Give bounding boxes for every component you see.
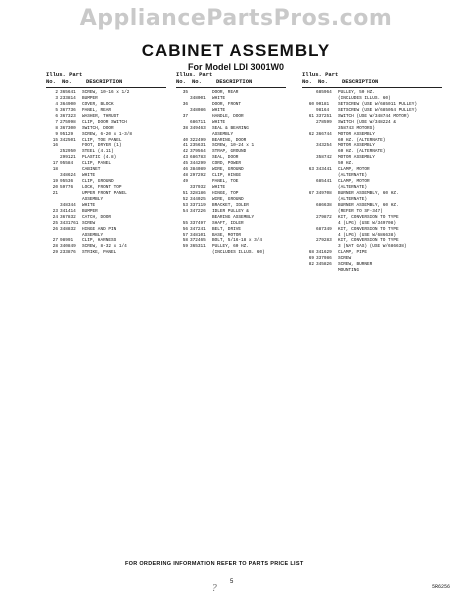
part-description: SHAFT, IDLER — [212, 220, 244, 226]
part-description: MOTOR ASSEMBLY — [338, 131, 375, 137]
part-description: BRACKET, IDLER — [212, 202, 249, 208]
part-number: 342501 — [60, 137, 76, 143]
header-part-no: No. — [62, 78, 72, 85]
part-description: MOTOR ASSEMBLY — [338, 143, 375, 149]
illus-number: 36 — [182, 101, 188, 107]
illus-number: 21 — [52, 190, 58, 196]
part-number: 278599 — [316, 119, 332, 125]
illus-number: 54 — [182, 208, 188, 214]
parts-column-1 — [46, 72, 166, 256]
illus-number: 55 — [182, 220, 188, 226]
part-description: SCREW, 10-24 x 1 — [212, 143, 255, 149]
illus-number: 42 — [182, 149, 188, 155]
illus-number: 17 — [52, 161, 58, 167]
header-no: No. — [176, 78, 186, 85]
parts-row — [176, 250, 286, 256]
part-description: 358743 MOTORS) — [338, 125, 375, 131]
header-part-no: No. — [192, 78, 202, 85]
parts-row — [302, 268, 442, 274]
part-number: 233876 — [60, 250, 76, 256]
part-description: KIT, CONVERSION TO TYPE — [338, 226, 399, 232]
part-number: 686711 — [190, 119, 206, 125]
header-description: DESCRIPTION — [86, 78, 123, 85]
illus-number: 45 — [182, 161, 188, 167]
illus-number: 4 — [55, 101, 58, 107]
part-number: 348624 — [60, 173, 76, 179]
illus-number: 60 — [308, 101, 314, 107]
column-header — [302, 72, 442, 88]
part-description: (INCLUDES ILLUS. 60) — [338, 95, 391, 101]
illus-number: 43 — [182, 155, 188, 161]
part-description: COVER, BLOCK — [82, 101, 114, 107]
part-description: (ALTERNATE) — [338, 185, 367, 190]
part-number: 384089 — [190, 167, 206, 173]
part-description: CLIP, GROUND — [82, 179, 114, 185]
part-description: ASSEMBLY — [82, 232, 104, 238]
part-description: SEAL, DOOR — [212, 155, 239, 161]
header-no: No. — [302, 78, 312, 85]
header-description: DESCRIPTION — [342, 78, 379, 85]
part-description: SEAL & BEARING — [212, 125, 249, 131]
illus-number: 49 — [182, 179, 188, 185]
part-number: 95129 — [60, 131, 74, 137]
page-subtitle: For Model LDI 3001W0 — [187, 62, 285, 72]
illus-number: 46 — [182, 167, 188, 173]
part-number: 235631 — [190, 143, 206, 149]
watermark: AppliancePartsPros.com — [79, 6, 393, 31]
part-description: BOLT, 5/16-18 x 3/4 — [212, 238, 263, 244]
part-number: 279283 — [316, 238, 332, 244]
part-description: SETSCREW (USE W/685054 PULLEY) — [338, 107, 418, 113]
part-description: CATCH, DOOR — [82, 214, 111, 220]
part-description: CLAMP, MOTOR — [338, 167, 370, 173]
illus-number: 56 — [182, 226, 188, 232]
part-number: 337986 — [316, 256, 332, 262]
handwritten-note: ? — [212, 584, 217, 594]
part-number: 337497 — [190, 220, 206, 226]
part-number: 344025 — [190, 196, 206, 202]
parts-row — [46, 250, 166, 256]
part-number: 349463 — [190, 125, 206, 131]
illus-number: 24 — [52, 214, 58, 220]
header-description: DESCRIPTION — [216, 78, 253, 85]
part-description: PLASTIC (4.8) — [82, 155, 117, 161]
part-description: SCREW, 6-20 x 1-3/8 — [82, 131, 133, 137]
parts-column-2 — [176, 72, 286, 256]
part-description: SETSCREW (USE W/685011 PULLEY) — [338, 101, 418, 107]
part-number: 348344 — [60, 202, 76, 208]
part-description: SCREW — [82, 220, 96, 226]
illus-number: 18 — [52, 167, 58, 173]
part-description: KIT, CONVERSION TO TYPE — [338, 238, 399, 244]
part-description: WHITE — [82, 173, 96, 179]
part-description: HINGE AND PIN — [82, 226, 117, 232]
part-description: HANDLE, DOOR — [212, 113, 244, 119]
illus-number: 16 — [52, 143, 58, 149]
part-description: UPPER FRONT PANEL — [82, 190, 127, 196]
part-description: SCREW — [338, 256, 352, 262]
part-number: 345826 — [316, 262, 332, 268]
part-description: STEEL (4.11) — [82, 149, 114, 155]
illus-number: 27 — [52, 238, 58, 244]
part-description: HINGE, TOP — [212, 190, 239, 196]
illus-number: 15 — [52, 137, 58, 143]
part-number: 95536 — [60, 179, 74, 185]
illus-number: 53 — [182, 202, 188, 208]
part-description: LOCK, FRONT TOP — [82, 185, 122, 190]
ordering-footer: FOR ORDERING INFORMATION REFER TO PARTS PRICE LIST — [125, 561, 304, 567]
part-number: 367300 — [60, 125, 76, 131]
illus-number: 82 — [308, 262, 314, 268]
illus-number: 2 — [55, 90, 58, 95]
illus-number: 37 — [182, 113, 188, 119]
part-description: (ALTERNATE) — [338, 173, 367, 179]
part-description: BELT, DRIVE — [212, 226, 241, 232]
part-number: 344299 — [190, 161, 206, 167]
part-number: 348832 — [60, 226, 76, 232]
part-description: 50 HZ. — [338, 161, 354, 167]
part-description: 4 (LPG) (USE W/349708) — [338, 220, 396, 226]
illus-number: 29 — [52, 250, 58, 256]
part-number: 252950 — [60, 149, 76, 155]
part-number: 337932 — [190, 185, 206, 190]
header-illus-part: Illus. Part — [302, 71, 339, 78]
part-description: WHITE — [82, 202, 96, 208]
part-description: STRAP, GROUND — [212, 149, 247, 155]
part-description: PULLEY, 60 HZ. — [212, 244, 249, 250]
part-number: 347226 — [190, 208, 206, 214]
part-number: 297292 — [190, 173, 206, 179]
illus-number: 51 — [182, 190, 188, 196]
illus-number: 41 — [182, 143, 188, 149]
illus-number: 68 — [308, 250, 314, 256]
part-number: 358742 — [316, 155, 332, 161]
part-description: CLIP, HINGE — [212, 173, 241, 179]
part-number: 343441 — [316, 167, 332, 173]
part-number: 233814 — [60, 95, 76, 101]
illus-number: 40 — [182, 137, 188, 143]
part-number: 343254 — [316, 143, 332, 149]
illus-number: 23 — [52, 208, 58, 214]
part-description: WHITE — [212, 95, 226, 101]
part-number: 349708 — [316, 190, 332, 196]
column-header — [46, 72, 166, 88]
part-number: 341414 — [60, 208, 76, 214]
illus-number: 67 — [308, 190, 314, 196]
page-title: CABINET ASSEMBLY — [141, 41, 331, 60]
part-description: WIRE, GROUND — [212, 196, 244, 202]
illus-number: 63 — [308, 167, 314, 173]
part-description: BURNER ASSEMBLY, 60 HZ. — [338, 202, 399, 208]
part-description: 60 HZ. (ALTERNATE) — [338, 149, 386, 155]
header-illus-part: Illus. Part — [46, 71, 83, 78]
part-description: PANEL, REAR — [82, 107, 111, 113]
part-number: 686638 — [316, 202, 332, 208]
part-description: CLIP, HARNESS — [82, 238, 117, 244]
part-description: ASSEMBLY — [212, 131, 234, 137]
part-description: PULLEY, 50 HZ. — [338, 90, 375, 95]
part-number: 95584 — [60, 161, 74, 167]
part-description: BEARING ASSEMBLY — [212, 214, 255, 220]
part-number: 347241 — [190, 226, 206, 232]
header-part-no: No. — [318, 78, 328, 85]
part-number: 59776 — [60, 185, 74, 190]
document-number: 5R6256 — [432, 584, 451, 590]
part-description: 4 (LPG) (USE W/686638) — [338, 232, 396, 238]
illus-number: 69 — [308, 256, 314, 262]
part-description: SWITCH (USE W/348744 MOTOR) — [338, 113, 410, 119]
part-description: ASSEMBLY — [82, 196, 104, 202]
part-description: BURNER ASSEMBLY, 60 HZ. — [338, 190, 399, 196]
part-number: 98164 — [316, 107, 330, 113]
part-number: 685441 — [316, 179, 332, 185]
illus-number: 52 — [182, 196, 188, 202]
part-number: 685964 — [316, 90, 332, 95]
illus-number: 62 — [308, 131, 314, 137]
part-number: 90181 — [316, 101, 330, 107]
part-number: 322499 — [190, 137, 206, 143]
illus-number: 7 — [55, 119, 58, 125]
illus-number: 48 — [182, 173, 188, 179]
illus-number: 35 — [182, 90, 188, 95]
part-number: 365641 — [60, 90, 76, 95]
illus-number: 61 — [308, 113, 314, 119]
illus-number: 58 — [182, 238, 188, 244]
part-number: 340849 — [60, 244, 76, 250]
illus-number: 57 — [182, 232, 188, 238]
part-description: CLIP, TOE PANEL — [82, 137, 122, 143]
part-description: 3 (NAT GAS) (USE W/686638) — [338, 244, 407, 250]
part-number: 3431761 — [60, 220, 79, 226]
part-description: PANEL, TOE — [212, 179, 239, 185]
part-number: 348086 — [190, 107, 206, 113]
part-description: CLIP, DOOR SWITCH — [82, 119, 127, 125]
part-number: 379564 — [190, 149, 206, 155]
part-description: FOOT, DRYER (1) — [82, 143, 122, 149]
illus-number: 28 — [52, 244, 58, 250]
part-number: 337251 — [316, 113, 332, 119]
header-illus-part: Illus. Part — [176, 71, 213, 78]
part-description: WHITE — [212, 107, 226, 113]
part-description: CLAMP, MOTOR — [338, 179, 370, 185]
part-description: CORD, POWER — [212, 161, 241, 167]
part-number: 341629 — [316, 250, 332, 256]
part-description: IDLER PULLEY & — [212, 208, 249, 214]
parts-column-3 — [302, 72, 442, 274]
part-description: BEARING, DOOR — [212, 137, 247, 143]
part-number: 367832 — [60, 214, 76, 220]
part-number: 337119 — [190, 202, 206, 208]
part-description: (INCLUDES ILLUS. 60) — [212, 250, 265, 256]
illus-number: 6 — [55, 113, 58, 119]
part-description: SCREW, BURNER — [338, 262, 373, 268]
part-number: 687349 — [316, 226, 332, 232]
part-description: SWITCH, DOOR — [82, 125, 114, 131]
part-description: MOUNTING — [338, 268, 360, 274]
part-number: 366744 — [316, 131, 332, 137]
illus-number: 59 — [182, 244, 188, 250]
part-description: BUMPER — [82, 208, 98, 214]
part-description: DOOR, REAR — [212, 90, 239, 95]
part-description: WHITE — [212, 119, 226, 125]
part-number: 299121 — [60, 155, 76, 161]
part-description: SCREW, 8-32 x 1/4 — [82, 244, 127, 250]
part-description: MOTOR ASSEMBLY — [338, 155, 375, 161]
part-number: 348101 — [190, 232, 206, 238]
part-number: 367736 — [60, 107, 76, 113]
header-no: No. — [46, 78, 56, 85]
part-number: 364900 — [60, 101, 76, 107]
illus-number: 9 — [55, 131, 58, 137]
illus-number: 3 — [55, 95, 58, 101]
part-number: 328186 — [190, 190, 206, 196]
illus-number: 8 — [55, 125, 58, 131]
illus-number: 25 — [52, 220, 58, 226]
part-description: WIRE, GROUND — [212, 167, 244, 173]
part-number: 348001 — [190, 95, 206, 101]
part-number: 98991 — [60, 238, 74, 244]
illus-number: 19 — [52, 179, 58, 185]
part-description: (ALTERNATE) — [338, 196, 367, 202]
part-description: BUMPER — [82, 95, 98, 101]
part-description: CLIP, PANEL — [82, 161, 111, 167]
part-description: CLAMP, PIPE — [338, 250, 367, 256]
part-description: WHITE — [212, 185, 226, 190]
illus-number: 5 — [55, 107, 58, 113]
part-description: WASHER, THRUST — [82, 113, 119, 119]
part-description: SWITCH (USE W/348224 & — [338, 119, 396, 125]
part-description: DOOR, FRONT — [212, 101, 241, 107]
part-description: (REFER TO SF-347) — [338, 208, 383, 214]
illus-number: 26 — [52, 226, 58, 232]
part-number: 686783 — [190, 155, 206, 161]
page-number: 5 — [230, 579, 234, 585]
part-number: 275998 — [60, 119, 76, 125]
part-number: 365311 — [190, 244, 206, 250]
part-description: KIT, CONVERSION TO TYPE — [338, 214, 399, 220]
part-number: 372465 — [190, 238, 206, 244]
part-number: 367323 — [60, 113, 76, 119]
part-description: SCREW, 10-16 x 1/2 — [82, 90, 130, 95]
part-number: 279872 — [316, 214, 332, 220]
illus-number: 20 — [52, 185, 58, 190]
part-description: 60 HZ. (ALTERNATE) — [338, 137, 386, 143]
part-description: STRIKE, PANEL — [82, 250, 117, 256]
part-description: BASE, MOTOR — [212, 232, 241, 238]
illus-number: 38 — [182, 125, 188, 131]
part-description: CABINET — [82, 167, 101, 173]
column-header — [176, 72, 286, 88]
